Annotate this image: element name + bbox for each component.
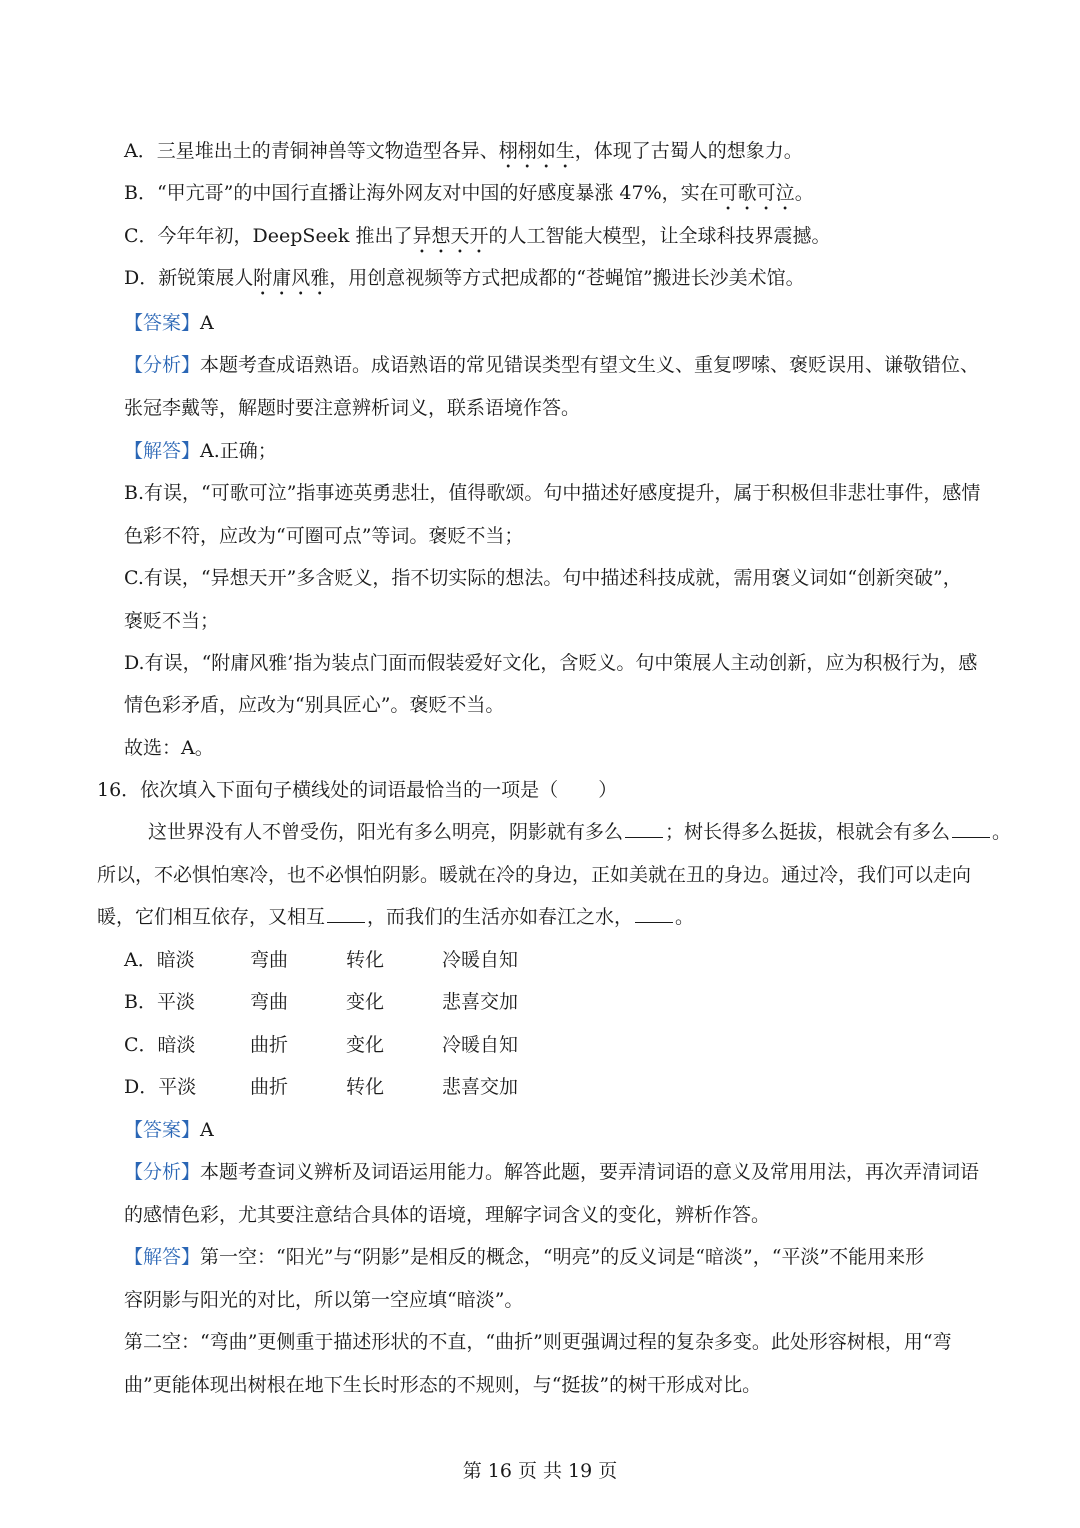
answer-value: A — [200, 312, 214, 334]
text: D．新锐策展人 — [124, 267, 254, 289]
option-word: 悲喜交加 — [442, 1076, 519, 1098]
page-footer: 第 16 页 共 19 页 — [462, 1460, 618, 1482]
text: 第一空：“阳光”与“阴影”是相反的概念，“明亮”的反义词是“暗淡”，“平淡”不能用来形 — [200, 1246, 925, 1268]
emphasized-idiom: 异想天开 — [412, 225, 489, 247]
q16-analysis-line-1 — [124, 1157, 984, 1187]
q16-option-a — [124, 945, 984, 975]
text: 。 — [992, 821, 1012, 843]
emphasized-idiom: 可歌可泣 — [718, 182, 795, 204]
q16-solution-line-2: 容阴影与阳光的对比，所以第一空应填“暗淡”。 — [124, 1289, 524, 1311]
q15-option-b — [124, 178, 984, 215]
text: ，而我们的生活亦如春江之水， — [367, 906, 634, 928]
solution-tag: 【解答】 — [124, 1246, 201, 1268]
text: 。 — [794, 182, 814, 204]
q16-stem — [97, 775, 957, 805]
emphasized-idiom: 附庸风雅 — [253, 267, 330, 289]
option-word: 变化 — [346, 1034, 385, 1056]
text: 16．依次填入下面句子横线处的词语最恰当的一项是（ — [97, 779, 559, 801]
option-word: 变化 — [346, 991, 385, 1013]
q15-option-c — [124, 221, 984, 258]
q15-solution-b-2: 色彩不符，应改为“可圈可点”等词。褒贬不当； — [124, 525, 524, 547]
text: 本题考查成语熟语。成语熟语的常见错误类型有望文生义、重复啰嗦、褒贬误用、谦敬错位、 — [200, 354, 980, 376]
option-word: 冷暖自知 — [442, 949, 519, 971]
option-word: 悲喜交加 — [442, 991, 519, 1013]
blank — [952, 819, 990, 838]
q16-passage-line-2: 所以，不必惧怕寒冷，也不必惧怕阴影。暖就在冷的身边，正如美就在丑的身边。通过冷，我们可以走向 — [97, 864, 972, 886]
analysis-tag: 【分析】 — [124, 354, 201, 376]
q15-choice: 故选：A。 — [124, 737, 214, 759]
q15-option-a — [124, 136, 984, 173]
text: A．三星堆出土的青铜神兽等文物造型各异、 — [124, 140, 499, 162]
q15-option-d — [124, 263, 984, 300]
option-word: 曲折 — [250, 1076, 289, 1098]
option-word: 弯曲 — [250, 949, 289, 971]
option-word: 弯曲 — [250, 991, 289, 1013]
analysis-tag: 【分析】 — [124, 1161, 201, 1183]
text: 这世界没有人不曾受伤，阳光有多么明亮，阴影就有多么 — [148, 821, 624, 843]
q15-solution-d-1: D.有误，“附庸风雅’指为装点门面而假装爱好文化，含贬义。句中策展人主动创新，应为积极行为，感 — [124, 652, 978, 674]
q16-solution-line-1 — [124, 1242, 984, 1272]
option-word: 冷暖自知 — [442, 1034, 519, 1056]
answer-value: A — [200, 1119, 214, 1141]
option-label: A．暗淡 — [124, 949, 195, 971]
q15-solution-b-1: B.有误，“可歌可泣”指事迹英勇悲壮，值得歌颂。句中描述好感度提升，属于积极但非悲壮事件，感情 — [124, 482, 981, 504]
blank — [635, 904, 673, 923]
q15-answer — [124, 308, 984, 338]
answer-tag: 【答案】 — [124, 312, 201, 334]
option-label: C．暗淡 — [124, 1034, 196, 1056]
text: ，体现了古蜀人的想象力。 — [574, 140, 803, 162]
q15-solution-d-2: 情色彩矛盾，应改为“别具匠心”。褒贬不当。 — [124, 694, 505, 716]
answer-tag: 【答案】 — [124, 1119, 201, 1141]
q16-option-b — [124, 987, 984, 1017]
q15-analysis-line-2: 张冠李戴等，解题时要注意辨析词义，联系语境作答。 — [124, 397, 581, 419]
solution-tag: 【解答】 — [124, 440, 201, 462]
q16-option-d — [124, 1072, 984, 1102]
q15-solution-a — [124, 436, 984, 466]
text: ） — [598, 779, 618, 801]
option-word: 转化 — [346, 1076, 385, 1098]
q16-analysis-line-2: 的感情色彩，尤其要注意结合具体的语境，理解字词含义的变化，辨析作答。 — [124, 1204, 771, 1226]
option-label: D．平淡 — [124, 1076, 197, 1098]
option-label: B．平淡 — [124, 991, 195, 1013]
text: ；树长得多么挺拔，根就会有多么 — [665, 821, 951, 843]
option-word: 转化 — [346, 949, 385, 971]
q15-analysis-line-1 — [124, 350, 984, 380]
text: 暖，它们相互依存，又相互 — [97, 906, 326, 928]
q16-answer — [124, 1115, 984, 1145]
emphasized-idiom: 栩栩如生 — [498, 140, 575, 162]
q16-solution-line-3: 第二空：“弯曲”更侧重于描述形状的不直，“曲折”则更强调过程的复杂多变。此处形容树根，用“弯 — [124, 1331, 952, 1353]
blank — [327, 904, 365, 923]
blank — [625, 819, 663, 838]
q16-solution-line-4: 曲”更能体现出树根在地下生长时形态的不规则，与“挺拔”的树干形成对比。 — [124, 1374, 762, 1396]
q15-solution-c-2: 褒贬不当； — [124, 610, 220, 632]
text: 本题考查词义辨析及词语运用能力。解答此题，要弄清词语的意义及常用用法，再次弄清词语 — [200, 1161, 980, 1183]
text: ，用创意视频等方式把成都的“苍蝇馆”搬进长沙美术馆。 — [329, 267, 805, 289]
text: B．“甲亢哥”的中国行直播让海外网友对中国的好感度暴涨 47%，实在 — [124, 182, 719, 204]
q16-passage-line-3 — [97, 902, 957, 932]
text: A.正确； — [200, 440, 277, 462]
q16-passage-line-1 — [148, 817, 1012, 847]
option-word: 曲折 — [250, 1034, 289, 1056]
q16-option-c — [124, 1030, 984, 1060]
text: C．今年年初，DeepSeek 推出了 — [124, 225, 413, 247]
q15-solution-c-1: C.有误，“异想天开”多含贬义，指不切实际的想法。句中描述科技成就，需用褒义词如“创新突破”， — [124, 567, 962, 589]
text: 的人工智能大模型，让全球科技界震撼。 — [488, 225, 831, 247]
text: 。 — [675, 906, 695, 928]
